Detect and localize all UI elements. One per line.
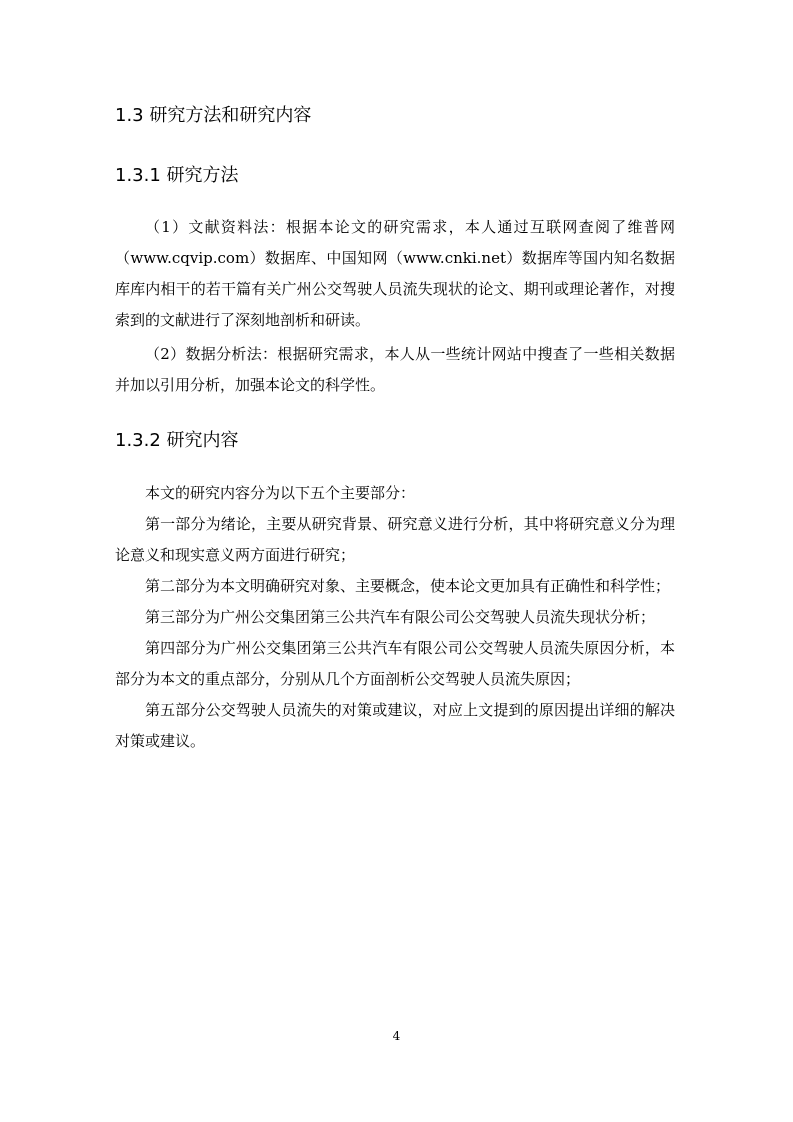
section-heading: 1.3 研究方法和研究内容 [115,105,312,126]
content-paragraph-intro: 本文的研究内容分为以下五个主要部分： [145,484,416,502]
content-heading: 1.3.2 研究内容 [115,430,239,451]
page-number: 4 [392,1029,401,1043]
content-paragraph-part2: 第二部分为本文明确研究对象、主要概念，使本论文更加具有正确性和科学性； [145,577,671,595]
methods-paragraph-data-analysis: （2）数据分析法：根据研究需求，本人从一些统计网站中搜查了一些相关数据并加以引用分析，加强本论文的科学性。 [115,345,675,394]
content-paragraph-part4: 第四部分为广州公交集团第三公共汽车有限公司公交驾驶人员流失原因分析，本部分为本文的重点部分，分别从几个方面剖析公交驾驶人员流失原因； [115,639,675,688]
methods-heading: 1.3.1 研究方法 [115,165,239,186]
content-paragraph-part5: 第五部分公交驾驶人员流失的对策或建议，对应上文提到的原因提出详细的解决对策或建议。 [115,701,675,750]
content-paragraph-part1: 第一部分为绪论，主要从研究背景、研究意义进行分析，其中将研究意义分为理论意义和现实意义两方面进行研究； [115,515,675,564]
content-paragraph-part3: 第三部分为广州公交集团第三公共汽车有限公司公交驾驶人员流失现状分析； [145,608,656,626]
methods-paragraph-literature: （1）文献资料法：根据本论文的研究需求，本人通过互联网查阅了维普网（www.cqvip.com）数据库、中国知网（www.cnki.net）数据库等国内知名数据库库内相干的若干篇有关广州公交驾驶人员流失现状的论文、期刊或理论著作，对搜索到的文献进行了深刻地剖析和研读。 [115,218,675,329]
